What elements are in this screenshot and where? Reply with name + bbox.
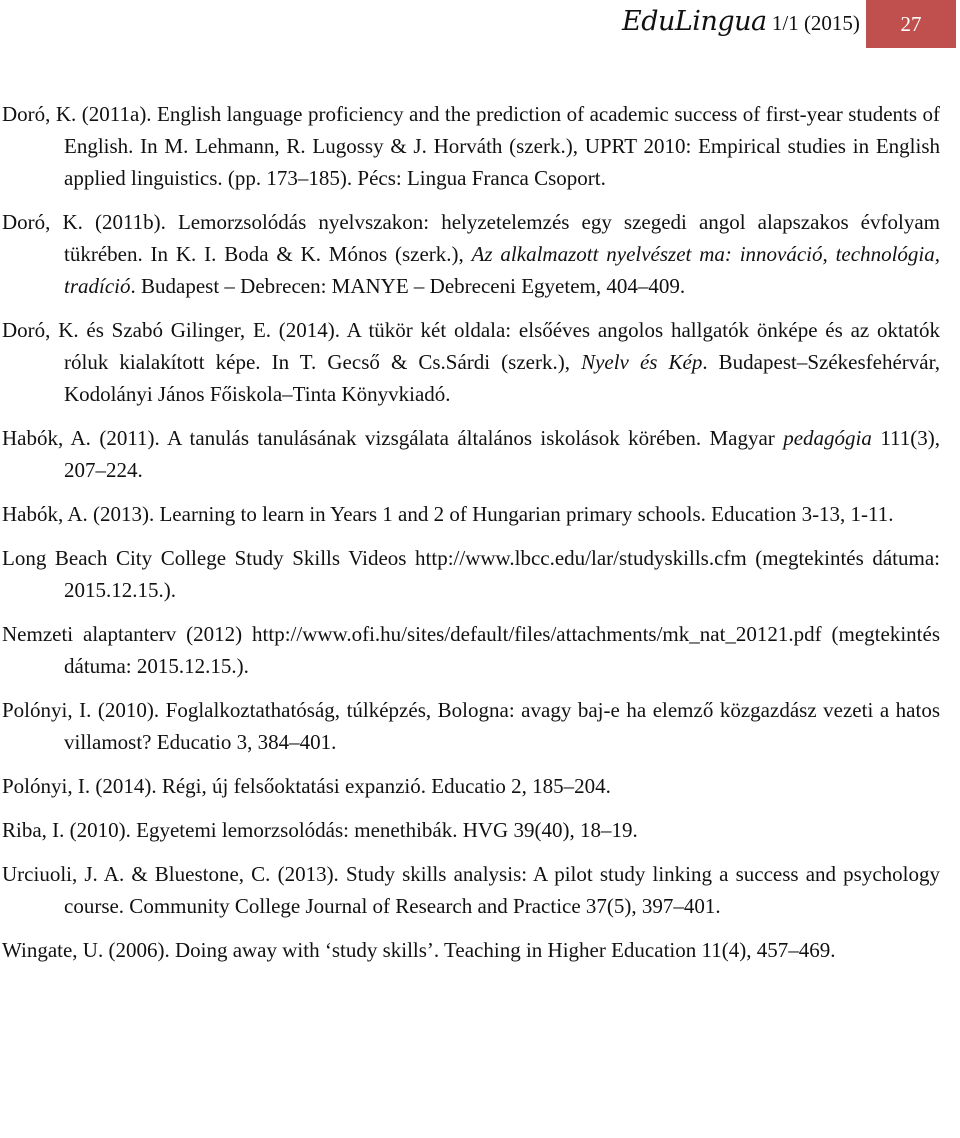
reference-item xyxy=(2,314,940,410)
reference-item xyxy=(2,542,940,606)
reference-text: Doró, K. (2011b). Lemorzsolódás nyelvszakon: helyzetelemzés egy szegedi angol alapszakos évfolyam tükrében. In K. I. Boda & K. Mónos (szerk.), xyxy=(2,210,940,266)
reference-item xyxy=(2,206,940,302)
reference-text: Long Beach City College Study Skills Videos http://www.lbcc.edu/lar/studyskills.cfm (megtekintés dátuma: 2015.12.15.). xyxy=(2,546,940,602)
reference-list xyxy=(2,98,940,978)
reference-text: Nemzeti alaptanterv (2012) http://www.ofi.hu/sites/default/files/attachments/mk_nat_20121.pdf (megtekintés dátuma: 2015.12.15.). xyxy=(2,622,940,678)
reference-text: Riba, I. (2010). Egyetemi lemorzsolódás: menethibák. HVG 39(40), 18–19. xyxy=(2,818,638,842)
reference-text: Doró, K. és Szabó Gilinger, E. (2014). A tükör két oldala: elsőéves angolos hallgatók önképe és az oktatók róluk kialakított képe. In T. Gecső & Cs.Sárdi (szerk.), xyxy=(2,318,940,374)
reference-text: Polónyi, I. (2010). Foglalkoztathatóság, túlképzés, Bologna: avagy baj-e ha elemző közgazdász vezeti a hatos villamost? Educatio 3, 384–401. xyxy=(2,698,940,754)
reference-text: Urciuoli, J. A. & Bluestone, C. (2013). Study skills analysis: A pilot study linking a success and psychology course. Community College Journal of Research and Practice 37(5), 397–401. xyxy=(2,862,940,918)
reference-item xyxy=(2,618,940,682)
journal-title xyxy=(622,6,860,37)
reference-title-italic: Nyelv és Kép xyxy=(581,350,703,374)
reference-text-tail: 111(3), 207–224. xyxy=(64,426,940,482)
reference-item xyxy=(2,498,940,530)
reference-item xyxy=(2,770,940,802)
journal-name: EduLingua xyxy=(622,6,767,37)
reference-text-tail: . Budapest–Székesfehérvár, Kodolányi János Főiskola–Tinta Könyvkiadó. xyxy=(64,350,940,406)
reference-item xyxy=(2,98,940,194)
journal-volume: 1/1 (2015) xyxy=(771,11,860,35)
reference-text-tail: . Budapest – Debrecen: MANYE – Debreceni Egyetem, 404–409. xyxy=(130,274,686,298)
reference-item xyxy=(2,814,940,846)
reference-item xyxy=(2,858,940,922)
reference-text: Polónyi, I. (2014). Régi, új felsőoktatási expanzió. Educatio 2, 185–204. xyxy=(2,774,611,798)
reference-text: Wingate, U. (2006). Doing away with ‘study skills’. Teaching in Higher Education 11(4), 457–469. xyxy=(2,938,836,962)
reference-title-italic: Az alkalmazott nyelvészet ma: innováció, technológia, tradíció xyxy=(64,242,940,298)
page-number-badge: 27 xyxy=(866,0,956,48)
reference-item xyxy=(2,422,940,486)
reference-text: Doró, K. (2011a). English language proficiency and the prediction of academic success of first-year students of English. In M. Lehmann, R. Lugossy & J. Horváth (szerk.), UPRT 2010: Empirical studies in English applied linguistics. (pp. 173–185). Pécs: Lingua Franca Csoport. xyxy=(2,102,940,190)
reference-item xyxy=(2,694,940,758)
reference-title-italic: pedagógia xyxy=(783,426,872,450)
reference-text: Habók, A. (2011). A tanulás tanulásának vizsgálata általános iskolások körében. Magyar xyxy=(2,426,784,450)
reference-item xyxy=(2,934,940,966)
page-header xyxy=(0,0,960,52)
reference-text: Habók, A. (2013). Learning to learn in Years 1 and 2 of Hungarian primary schools. Education 3-13, 1-11. xyxy=(2,502,894,526)
